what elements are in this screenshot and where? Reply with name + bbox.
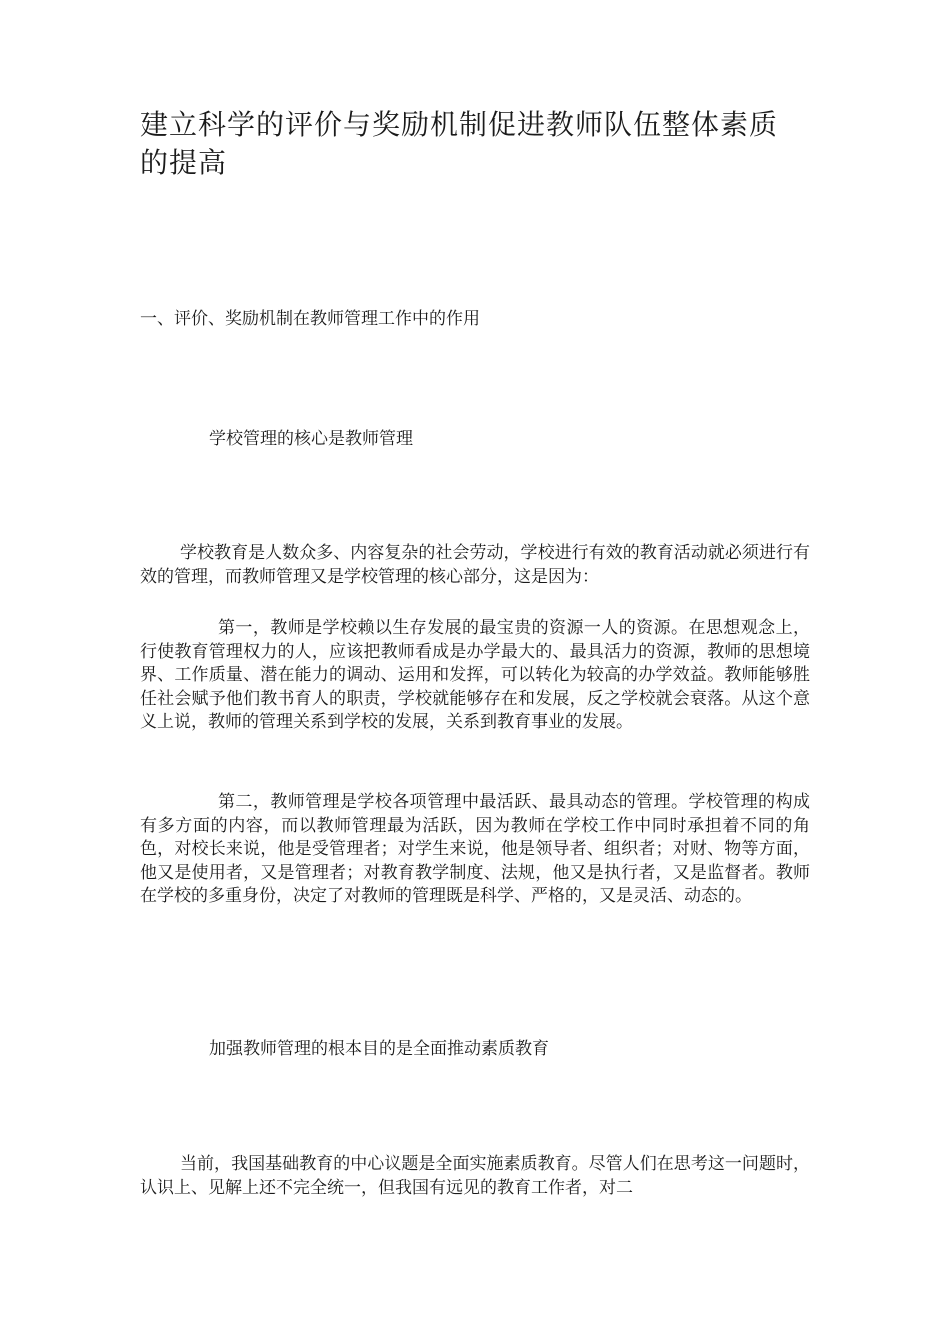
- subheading-teacher-management-core: 学校管理的核心是教师管理: [209, 429, 413, 449]
- paragraph-first-reason: 第一，教师是学校赖以生存发展的最宝贵的资源一人的资源。在思想观念上，行使教育管理权力的人，应该把教师看成是办学最大的、最具活力的资源，教师的思想境界、工作质量、潜在能力的调动、运用和发挥，可以转化为较高的办学效益。教师能够胜任社会赋予他们教书育人的职责，学校就能够存在和发展，反之学校就会衰落。从这个意义上说，教师的管理关系到学校的发展，关系到教育事业的发展。: [140, 618, 810, 732]
- document-title: 建立科学的评价与奖励机制促进教师队伍整体素质的提高: [140, 108, 779, 179]
- section-heading: 一、评价、奖励机制在教师管理工作中的作用: [140, 309, 480, 329]
- paragraph-intro: 学校教育是人数众多、内容复杂的社会劳动，学校进行有效的教育活动就必须进行有效的管理，而教师管理又是学校管理的核心部分，这是因为：: [140, 543, 810, 587]
- paragraph-current-issue: 当前，我国基础教育的中心议题是全面实施素质教育。尽管人们在思考这一问题时，认识上、见解上还不完全统一，但我国有远见的教育工作者，对二: [140, 1154, 810, 1198]
- subheading-quality-education: 加强教师管理的根本目的是全面推动素质教育: [209, 1039, 549, 1059]
- paragraph-second-reason: 第二，教师管理是学校各项管理中最活跃、最具动态的管理。学校管理的构成有多方面的内容，而以教师管理最为活跃，因为教师在学校工作中同时承担着不同的角色，对校长来说，他是受管理者；对学生来说，他是领导者、组织者；对财、物等方面，他又是使用者，又是管理者；对教育教学制度、法规，他又是执行者，又是监督者。教师在学校的多重身份，决定了对教师的管理既是科学、严格的，又是灵活、动态的。: [140, 792, 810, 906]
